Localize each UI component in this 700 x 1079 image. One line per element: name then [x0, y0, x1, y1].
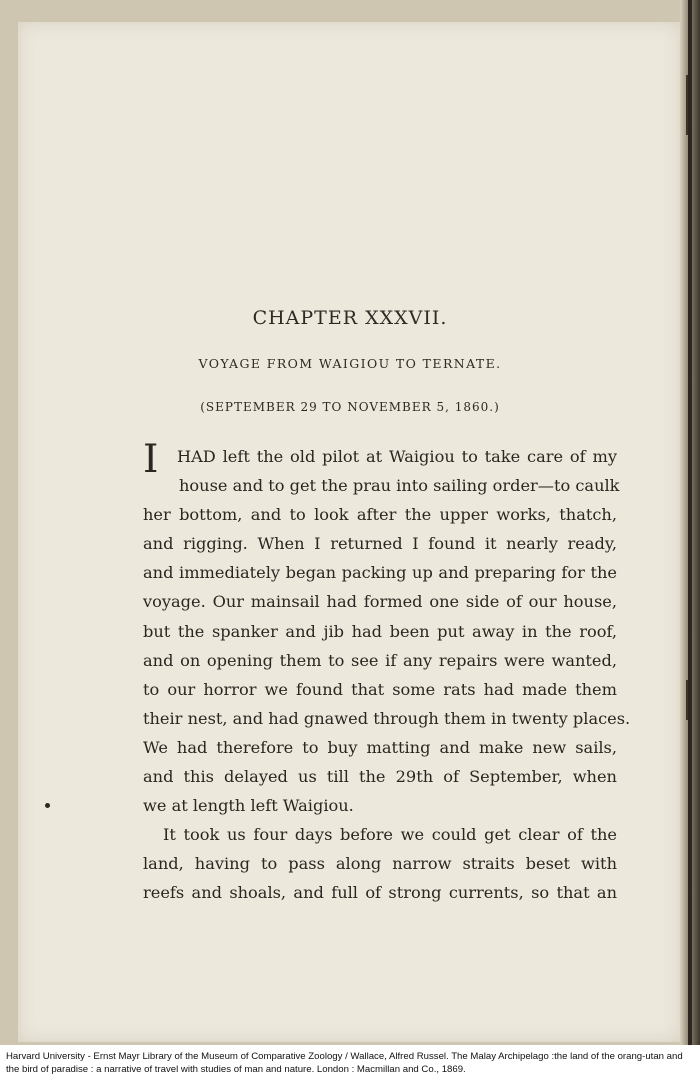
- page-edge-mark: [686, 680, 688, 720]
- text-line: house and to get the prau into sailing order—to caulk: [179, 476, 620, 496]
- text-line: we at length left Waigiou.: [143, 796, 354, 816]
- margin-dot: [45, 803, 50, 808]
- text-line: reefs and shoals, and full of strong currents, so that an: [143, 883, 617, 903]
- page-edge-mark: [686, 75, 688, 135]
- text-line: HAD left the old pilot at Waigiou to take care of my: [177, 447, 617, 466]
- text-line: and rigging. When I returned I found it nearly ready,: [143, 534, 617, 554]
- text-line: to our horror we found that some rats had made them: [143, 679, 617, 699]
- chapter-heading: CHAPTER XXXVII.: [252, 307, 448, 329]
- text-line: her bottom, and to look after the upper works, thatch,: [143, 505, 617, 525]
- text-line: land, having to pass along narrow straits beset with: [143, 854, 617, 874]
- text-line: and this delayed us till the 29th of September, when: [143, 767, 617, 787]
- body-text: [143, 437, 631, 908]
- spine-shadow: [688, 0, 692, 1045]
- library-caption: Harvard University - Ernst Mayr Library of the Museum of Comparative Zoology / Wallace, Alfred Russel. The Malay Archipelago :the land of the orang-utan and the bird of paradise : a narrative of travel with studies of man and nature. London : Macmillan and Co., 1869.: [6, 1051, 683, 1075]
- text-line: and on opening them to see if any repairs were wanted,: [143, 650, 617, 670]
- text-line: and immediately began packing up and preparing for the: [143, 563, 617, 583]
- chapter-subtitle: VOYAGE FROM WAIGIOU TO TERNATE.: [198, 356, 502, 371]
- chapter-dates: (SEPTEMBER 29 TO NOVEMBER 5, 1860.): [200, 400, 500, 414]
- text-line: It took us four days before we could get clear of the: [163, 825, 617, 845]
- drop-cap: I: [143, 437, 159, 482]
- text-line: voyage. Our mainsail had formed one side of our house,: [143, 592, 617, 612]
- text-line: but the spanker and jib had been put away in the roof,: [143, 621, 617, 641]
- text-line: We had therefore to buy matting and make new sails,: [143, 737, 617, 757]
- text-line: their nest, and had gnawed through them in twenty places.: [143, 708, 631, 728]
